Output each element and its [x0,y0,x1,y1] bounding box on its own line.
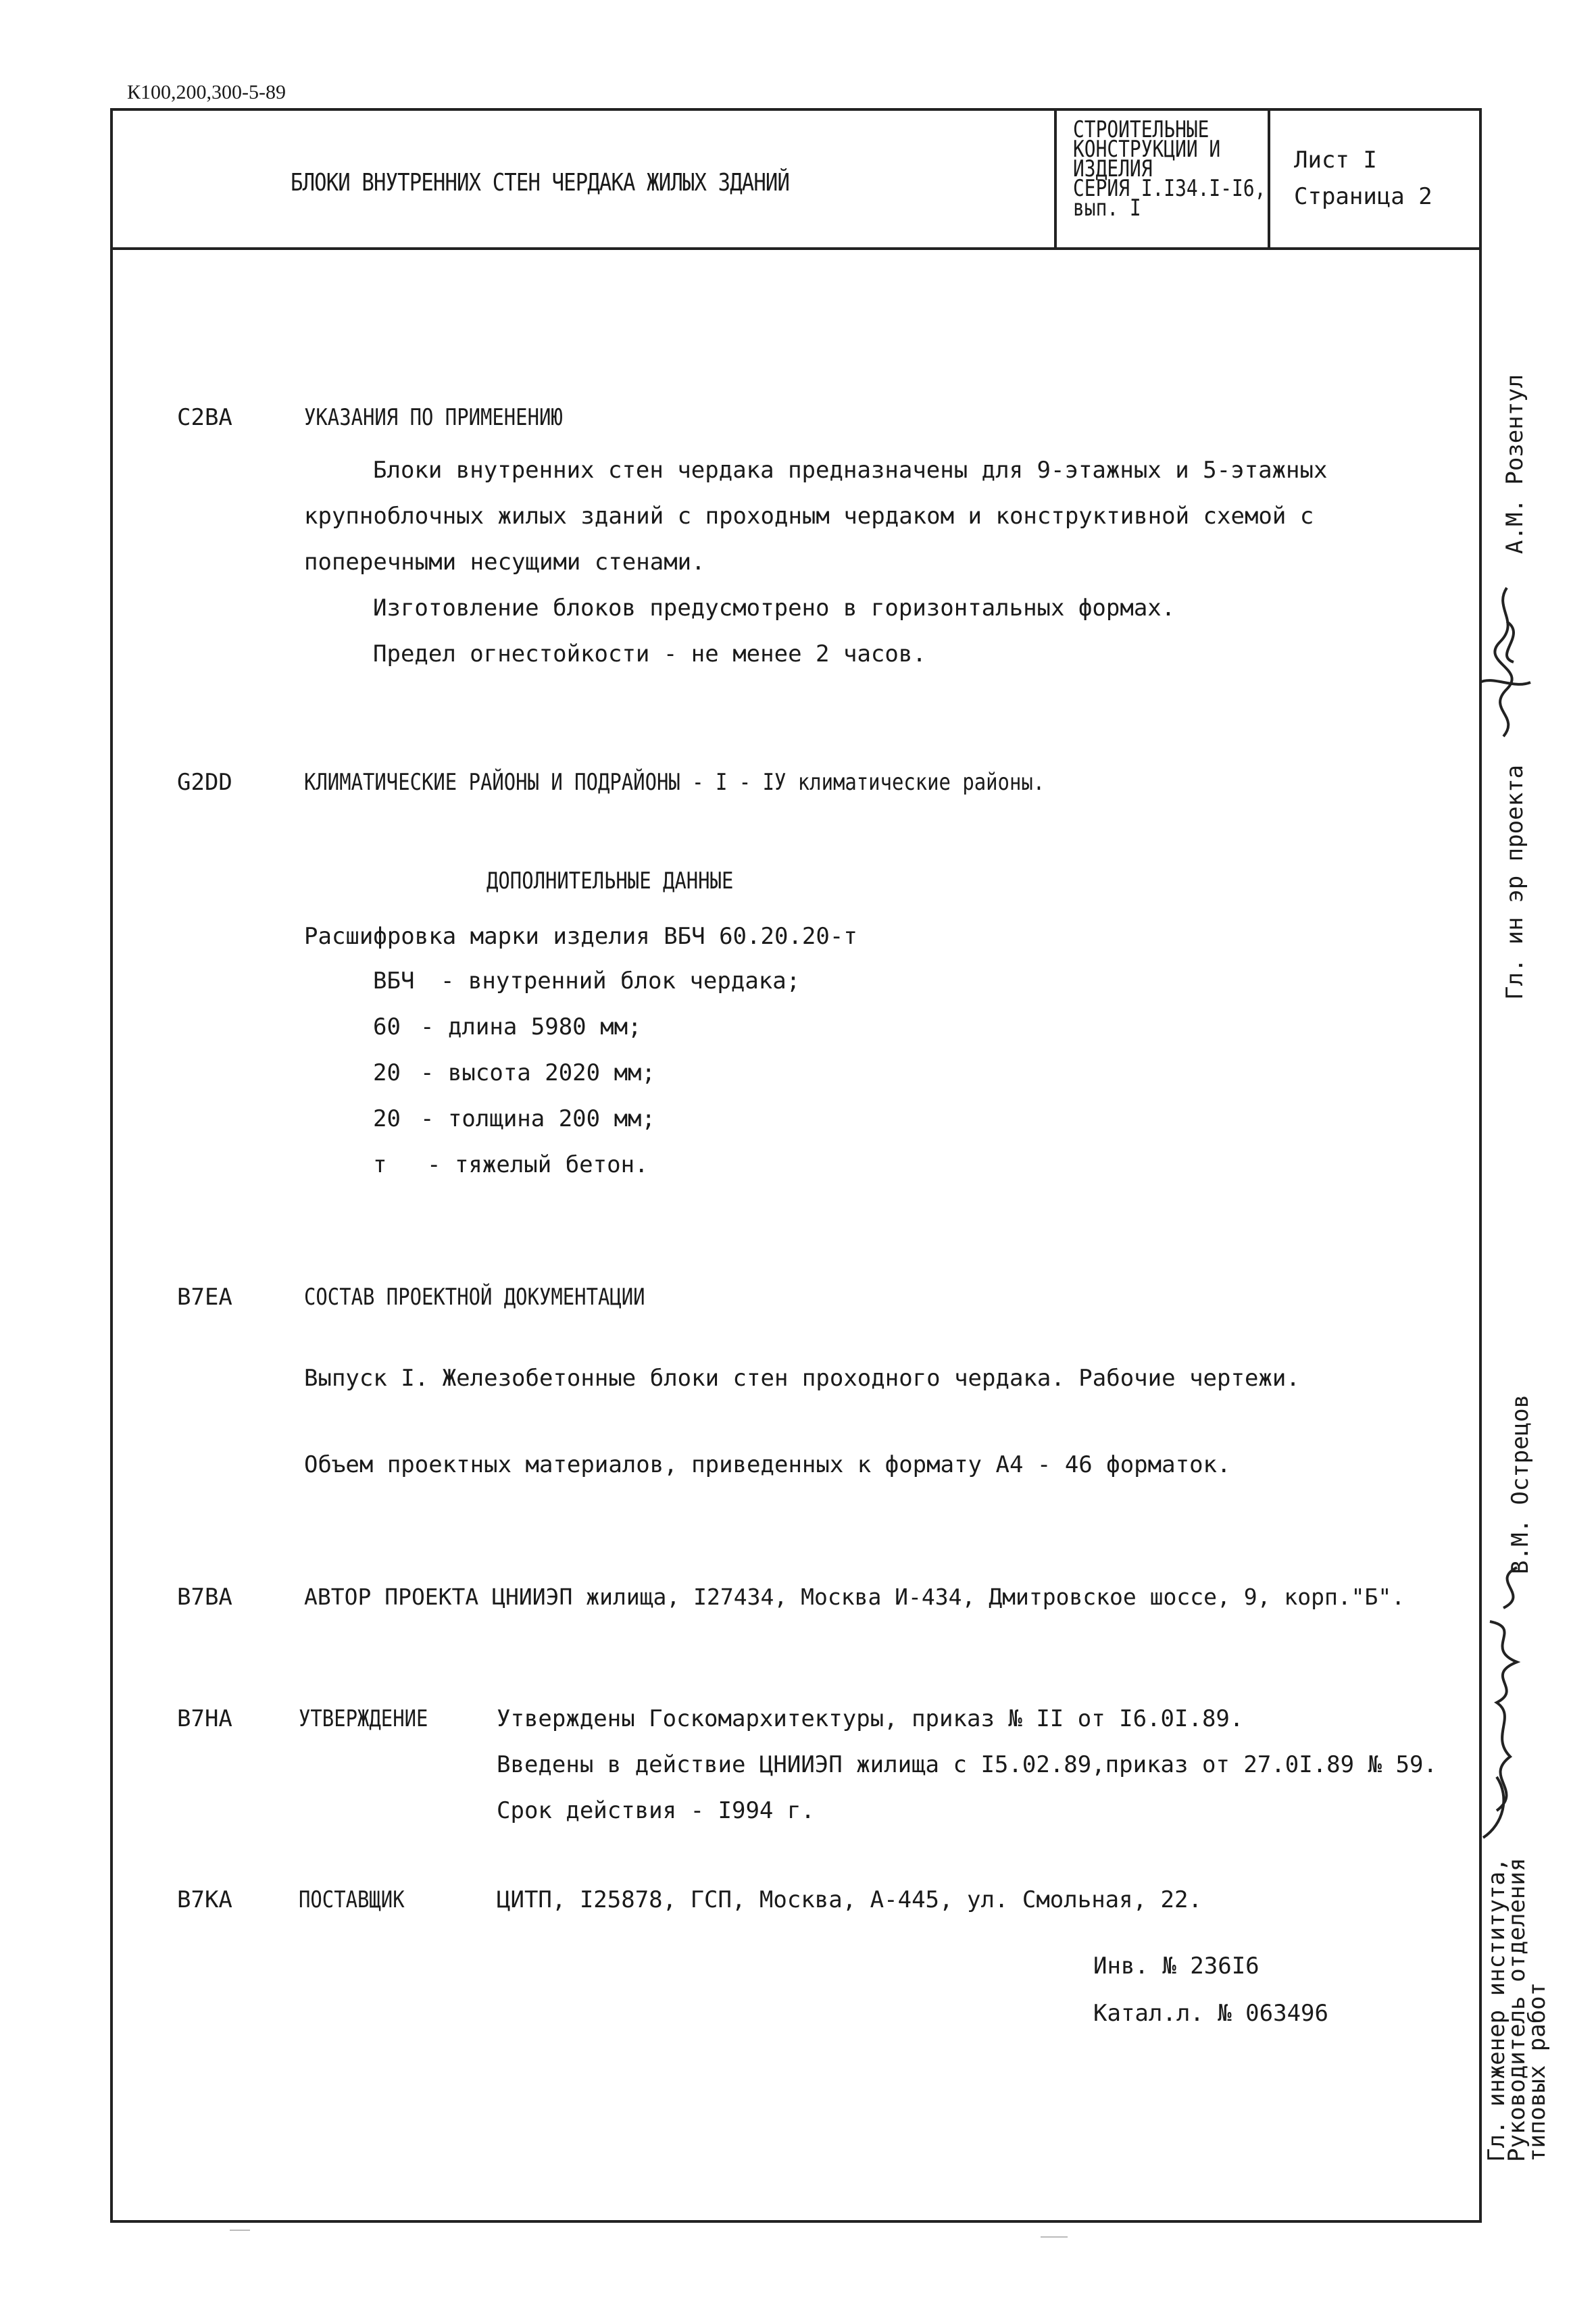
series-line: КОНСТРУКЦИИ И [1073,136,1221,163]
section-code: B7HA [177,1705,232,1732]
approver-role-line: Гл. инженер института, [1483,1857,1510,2162]
section-code: G2DD [177,769,232,796]
scan-mark [1041,2236,1068,2238]
paragraph-line: Предел огнестойкости - не менее 2 часов. [373,640,926,668]
approver-role-line: Руководитель отделения [1503,1857,1530,2162]
paragraph-line: Изготовление блоков предусмотрено в горизонтальных формах. [373,595,1176,622]
header-divider-right [1268,108,1270,249]
section-code: C2BA [177,404,232,431]
series-line: вып. I [1073,195,1141,222]
marking-value: - внутренний блок чердака; [441,967,801,995]
section-title: СОСТАВ ПРОЕКТНОЙ ДОКУМЕНТАЦИИ [304,1284,645,1311]
climate-text: КЛИМАТИЧЕСКИЕ РАЙОНЫ И ПОДРАЙОНЫ - I - IУ климатические районы. [304,769,1045,796]
marking-value: - толщина 200 мм; [420,1105,655,1132]
marking-key: ВБЧ [373,967,415,995]
section-code: B7KA [177,1886,232,1913]
additional-title: ДОПОЛНИТЕЛЬНЫЕ ДАННЫЕ [487,867,734,895]
approver-role [1483,1857,1551,2162]
chief-engineer-name: А.М. Розентул [1501,374,1528,554]
section-code: B7EA [177,1284,232,1311]
approval-label: УТВЕРЖДЕНИЕ [299,1705,428,1732]
marking-key: 20 [373,1105,401,1132]
paragraph-line: крупноблочных жилых зданий с проходным чердаком и конструктивной схемой с [304,503,1314,530]
series-line: СЕРИЯ I.I34.I-I6, [1073,175,1266,202]
catalog-number: Катал.л. № 063496 [1093,2000,1328,2027]
paragraph-line: Блоки внутренних стен чердака предназначены для 9-этажных и 5-этажных [373,457,1328,484]
header-divider-left [1054,108,1057,249]
marking-key: т [373,1151,387,1178]
section-title: УКАЗАНИЯ ПО ПРИМЕНЕНИЮ [304,404,563,431]
marking-value: - высота 2020 мм; [420,1059,655,1086]
approver-name: В.М. Острецов [1507,1394,1534,1574]
series-line: ИЗДЕЛИЯ [1073,155,1153,182]
header-bottom-line [110,247,1482,250]
signature-rozentul [1466,581,1547,757]
chief-engineer-role: Гл. ин эр проекта [1501,765,1528,1000]
paragraph-line: поперечными несущими стенами. [304,549,705,576]
marking-value: - тяжелый бетон. [427,1151,649,1178]
marking-value: - длина 5980 мм; [420,1013,642,1040]
composition-line: Объем проектных материалов, приведенных к формату А4 - 46 форматок. [304,1451,1231,1478]
approval-line: Утверждены Госкомархитектуры, приказ № II от I6.0I.89. [497,1705,1244,1732]
sheet-number: Лист I [1294,147,1377,174]
approval-line: Срок действия - I994 г. [497,1797,815,1824]
author-text: АВТОР ПРОЕКТА ЦНИИЭП жилища, I27434, Москва И-434, Дмитровское шоссе, 9, корп."Б". [304,1584,1405,1610]
document-code: К100,200,300-5-89 [127,81,286,103]
scan-mark [230,2230,250,2231]
approver-role-line: типовых работ [1524,1982,1551,2162]
marking-key: 60 [373,1013,401,1040]
series-line: СТРОИТЕЛЬНЫЕ [1073,116,1210,143]
section-code: B7BA [177,1584,232,1611]
marking-intro: Расшифровка марки изделия ВБЧ 60.20.20-т [304,923,857,950]
signature-ostretsov [1470,1554,1544,1851]
approval-line: Введены в действие ЦНИИЭП жилища с I5.02.89,приказ от 27.0I.89 № 59. [497,1751,1437,1778]
supplier-label: ПОСТАВЩИК [299,1886,405,1913]
sheet-info [1294,142,1432,215]
marking-key: 20 [373,1059,401,1086]
document-title: БЛОКИ ВНУТРЕННИХ СТЕН ЧЕРДАКА ЖИЛЫХ ЗДАНИЙ [291,169,790,197]
series-block [1073,116,1266,222]
supplier-text: ЦИТП, I25878, ГСП, Москва, А-445, ул. Смольная, 22. [497,1886,1202,1913]
inventory-number: Инв. № 236I6 [1093,1953,1260,1980]
composition-line: Выпуск I. Железобетонные блоки стен проходного чердака. Рабочие чертежи. [304,1365,1300,1392]
page-number: Страница 2 [1294,183,1432,210]
